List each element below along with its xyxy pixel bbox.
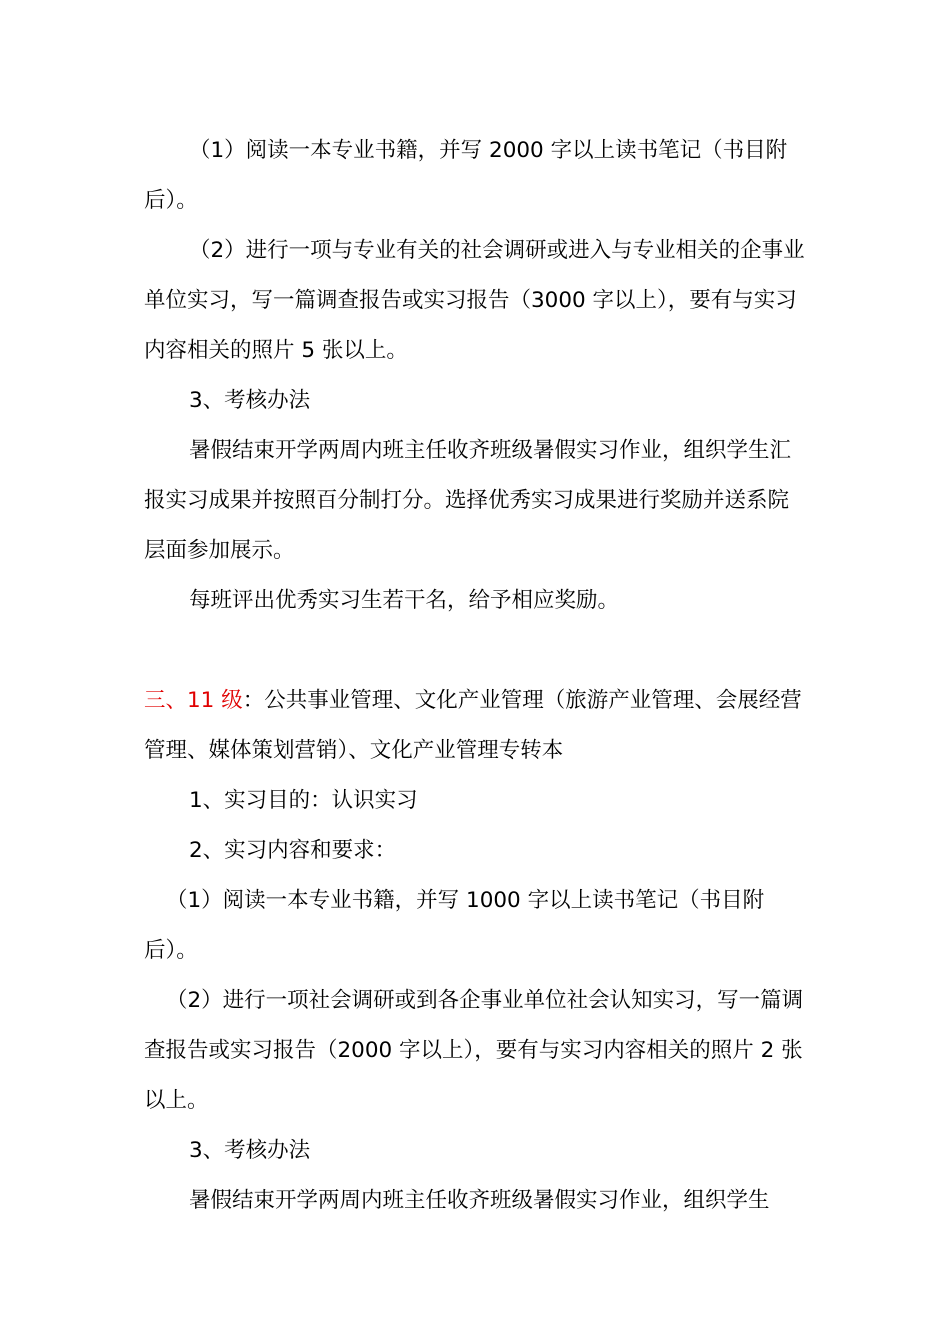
blank-line <box>144 626 806 676</box>
section-3-heading <box>144 676 806 776</box>
assessment-heading-2: 3、考核办法 <box>189 1138 311 1163</box>
internship-requirements-heading: 2、实习内容和要求： <box>189 838 397 863</box>
section-3-majors: ：公共事业管理、文化产业管理（旅游产业管理、会展经营管理、媒体策划营销）、文化产业管理专转本 <box>144 688 802 763</box>
document-body <box>144 126 806 1226</box>
assessment-text: 暑假结束开学两周内班主任收齐班级暑假实习作业，组织学生汇报实习成果并按照百分制打分。选择优秀实习成果进行奖励并送系院层面参加展示。 <box>144 438 792 563</box>
internship-purpose: 1、实习目的：认识实习 <box>189 788 418 813</box>
item-research-2000: （2）进行一项社会调研或到各企事业单位社会认知实习，写一篇调查报告或实习报告（2000 字以上），要有与实习内容相关的照片 2 张以上。 <box>144 988 804 1113</box>
assessment-text-2: 暑假结束开学两周内班主任收齐班级暑假实习作业，组织学生 <box>189 1188 770 1213</box>
assessment-heading: 3、考核办法 <box>189 388 311 413</box>
item-research-3000: （2）进行一项与专业有关的社会调研或进入与专业相关的企事业单位实习，写一篇调查报告或实习报告（3000 字以上），要有与实习内容相关的照片 5 张以上。 <box>144 238 805 363</box>
item-reading-1000: （1）阅读一本专业书籍，并写 1000 字以上读书笔记（书目附后）。 <box>144 888 765 963</box>
section-3-label: 三、11 级 <box>144 688 243 713</box>
item-reading-2000: （1）阅读一本专业书籍，并写 2000 字以上读书笔记（书目附后）。 <box>144 138 788 213</box>
award-text: 每班评出优秀实习生若干名，给予相应奖励。 <box>189 588 620 613</box>
